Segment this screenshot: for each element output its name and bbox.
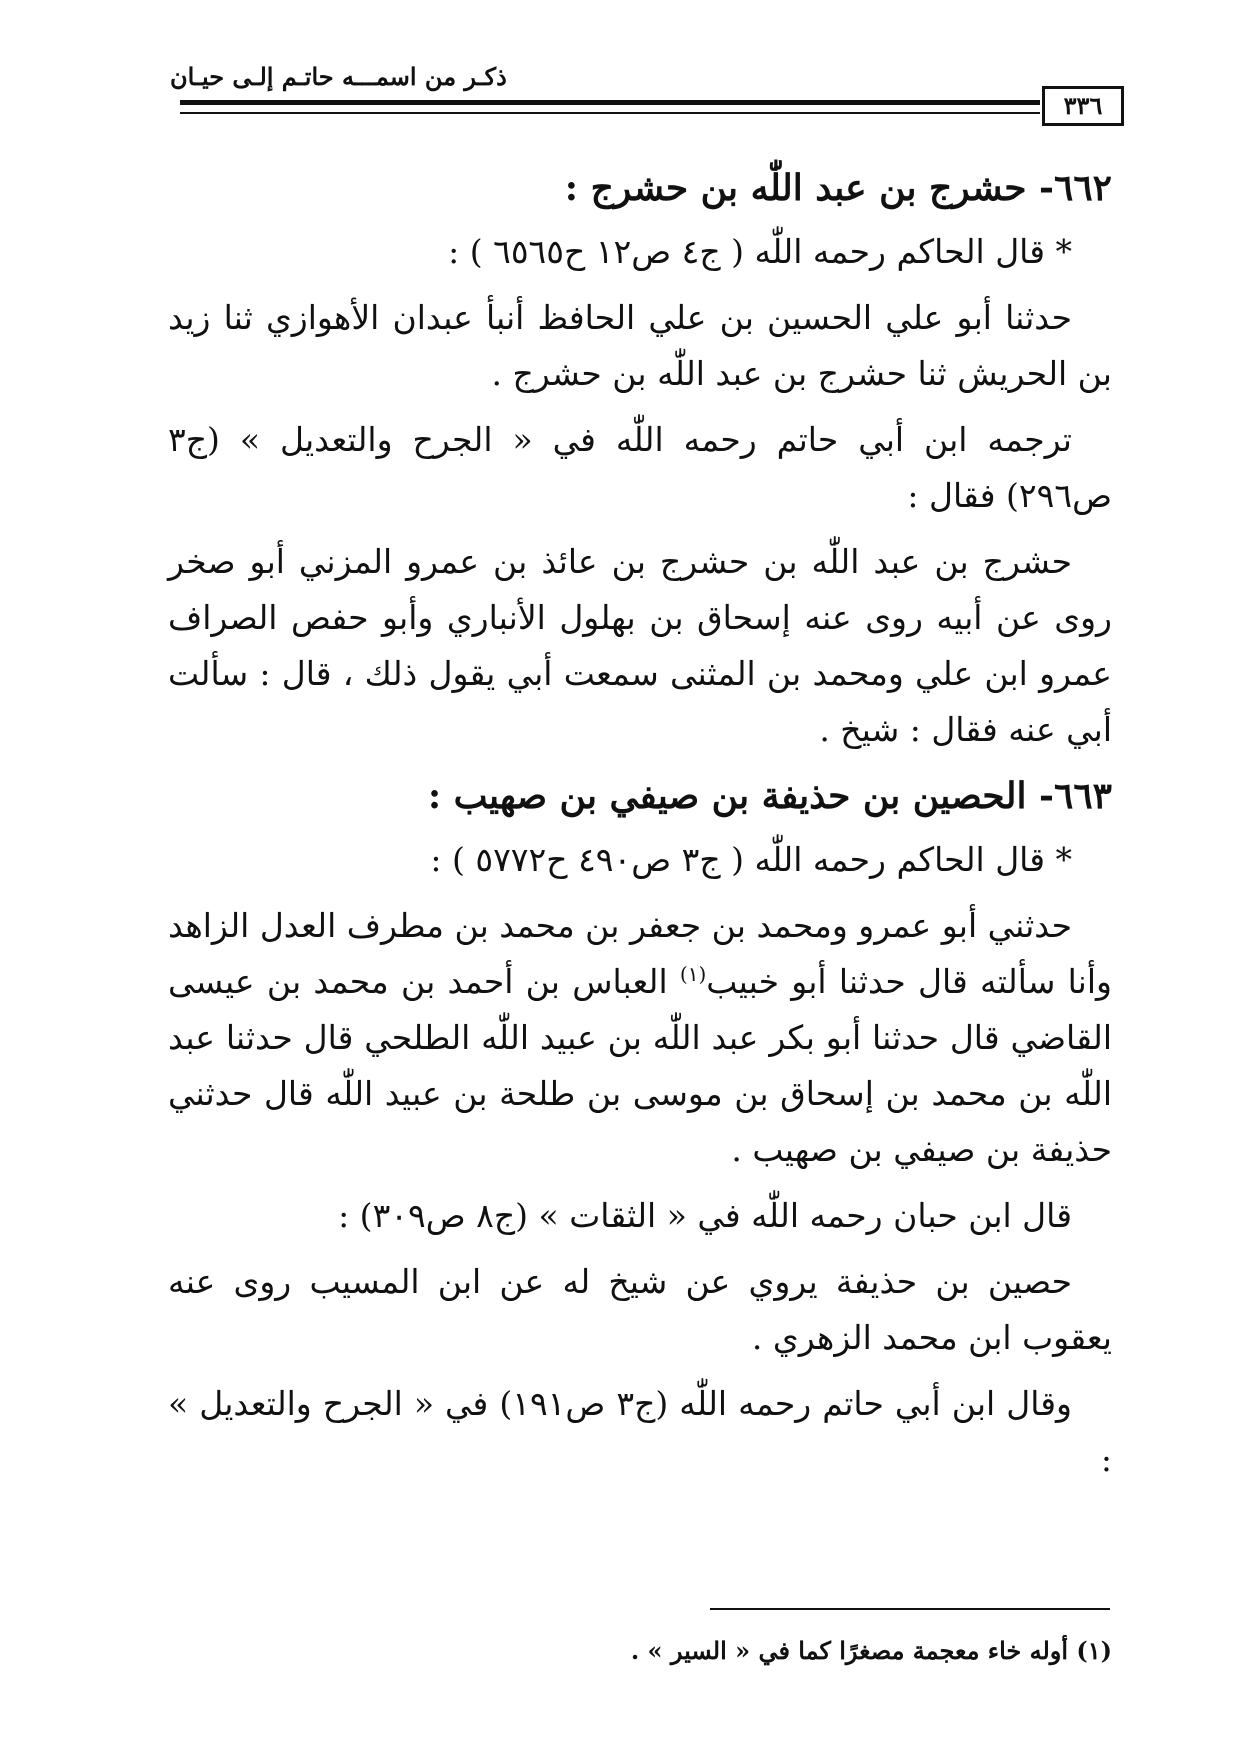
paragraph-with-footnote — [168, 898, 1112, 1178]
citation: * قال الحاكم رحمه اللّٰه ( ج٤ ص١٢ ح٦٥٦٥ ) : — [448, 232, 1072, 271]
footnote-rule — [710, 1608, 1110, 1610]
running-title: ذكـر من اسمـــه حاتـم إلـى حيـان — [170, 62, 507, 91]
paragraph: حصين بن حذيفة يروي عن شيخ له عن ابن المسيب روى عنه يعقوب ابن محمد الزهري . — [168, 1262, 1112, 1357]
paragraph: حدثنا أبو علي الحسين بن علي الحافظ أنبأ عبدان الأهوازي ثنا زيد بن الحريش ثنا حشرج بن عبد اللّٰه بن حشرج . — [168, 298, 1112, 393]
page-number: ٣٣٦ — [1042, 86, 1124, 126]
entry-heading: ٦٦٣- الحصين بن حذيفة بن صيفي بن صهيب : — [427, 775, 1112, 817]
paragraph: وقال ابن أبي حاتم رحمه اللّٰه (ج٣ ص١٩١) في « الجرح والتعديل » : — [168, 1384, 1112, 1479]
paragraph: ترجمه ابن أبي حاتم رحمه اللّٰه في « الجرح والتعديل » (ج٣ ص٢٩٦) فقال : — [168, 420, 1112, 515]
entry-heading: ٦٦٢- حشرج بن عبد اللّٰه بن حشرج : — [564, 167, 1112, 209]
footnote: (١) أوله خاء معجمة مصغرًا كما في « السير » . — [630, 1636, 1112, 1665]
body-text — [168, 160, 1112, 1498]
paragraph-text: العباس بن أحمد بن محمد بن عيسى القاضي قال حدثنا أبو بكر عبد اللّٰه بن عبيد اللّٰه الطلحي قال حدثنا عبد اللّٰه بن محمد بن إسحاق بن موسى بن طلحة بن عبيد اللّٰه قال حدثني حذيفة بن صيفي بن صهيب . — [168, 962, 1112, 1169]
footnote-reference: (١) — [679, 962, 707, 986]
paragraph: قال ابن حبان رحمه اللّٰه في « الثقات » (ج٨ ص٣٠٩) : — [338, 1196, 1072, 1235]
header-rule-thick — [180, 100, 1040, 105]
paragraph: حشرج بن عبد اللّٰه بن حشرج بن عائذ بن عمرو المزني أبو صخر روى عن أبيه روى عنه إسحاق بن بهلول الأنباري وأبو حفص الصراف عمرو ابن علي ومحمد بن المثنى سمعت أبي يقول ذلك ، قال : سألت أبي عنه فقال : شيخ . — [168, 542, 1112, 749]
header-rule-thin — [180, 112, 1040, 114]
citation: * قال الحاكم رحمه اللّٰه ( ج٣ ص٤٩٠ ح٥٧٧٢ ) : — [430, 840, 1072, 879]
paragraph-text: حدثني أبو عمرو ومحمد بن جعفر بن محمد بن مطرف العدل الزاهد وأنا سألته قال حدثنا أبو خبيب — [168, 906, 1112, 1001]
